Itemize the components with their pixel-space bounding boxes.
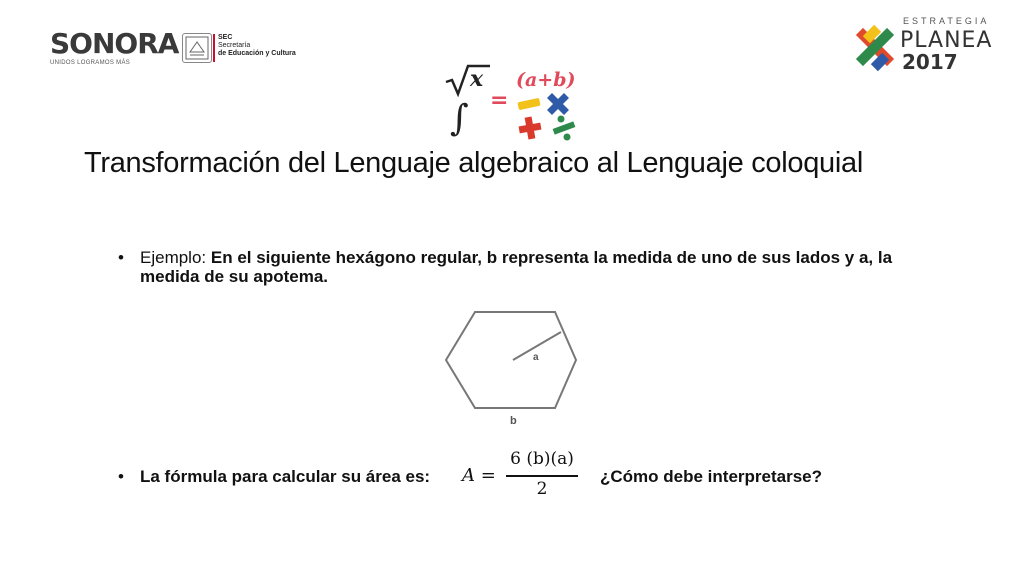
- sonora-logo-text: SONORA: [50, 27, 179, 60]
- bullet-dot-icon: •: [118, 248, 124, 267]
- formula-intro-text: La fórmula para calcular su área es:: [140, 467, 431, 486]
- sec-line1: Secretaría: [218, 42, 251, 49]
- interpretation-question: ¿Cómo debe interpretarse?: [600, 467, 822, 486]
- sqrt-variable: x: [470, 66, 484, 92]
- integral-symbol: ∫: [450, 98, 469, 139]
- hexagon-figure: [440, 306, 590, 430]
- label-a: a: [533, 352, 539, 363]
- page-title: Transformación del Lenguaje algebraico al Lenguaje coloquial: [84, 147, 863, 179]
- formula-numerator: 6 (b)(a): [510, 449, 574, 469]
- planea-word: PLANEA: [900, 28, 993, 53]
- formula-denominator: 2: [536, 479, 548, 499]
- formula-lhs: A =: [462, 465, 496, 486]
- formula-fraction-bar: [506, 475, 578, 477]
- planea-estrategia: ESTRATEGIA: [903, 16, 990, 26]
- math-symbols-icon: [440, 62, 590, 142]
- equals-symbol: =: [490, 88, 509, 113]
- sec-logo-text: [218, 34, 296, 58]
- sonora-logo: [50, 27, 180, 70]
- label-b: b: [510, 415, 517, 427]
- sec-divider: [213, 34, 215, 62]
- math-expr: (a+b): [516, 69, 576, 91]
- sec-seal-icon: [182, 33, 212, 63]
- sec-line2: de Educación y Cultura: [218, 50, 296, 57]
- sonora-tagline: UNIDOS LOGRAMOS MÁS: [50, 60, 131, 66]
- planea-x-mark-icon: [845, 18, 905, 78]
- area-formula: [462, 449, 582, 503]
- sec-acronym: SEC: [218, 34, 233, 41]
- bullet-bold-text: En el siguiente hexágono regular, b representa la medida de uno de sus lados y a, la medida de su apotema.: [140, 248, 893, 286]
- planea-year: 2017: [902, 50, 958, 74]
- bullet-dot-icon: •: [118, 467, 124, 486]
- bullet-prefix: Ejemplo:: [140, 248, 211, 267]
